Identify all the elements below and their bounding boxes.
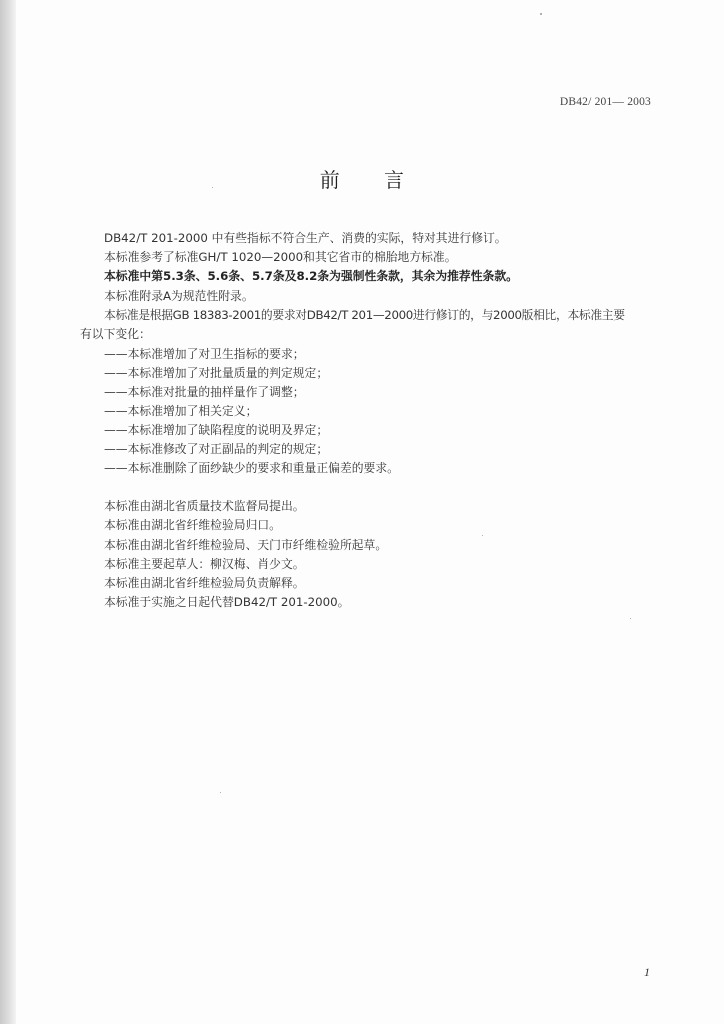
note-drafters: 本标准主要起草人：柳汉梅、肖少文。 bbox=[104, 557, 305, 571]
note-administrator: 本标准由湖北省纤维检验局归口。 bbox=[104, 518, 281, 532]
note-drafting-units: 本标准由湖北省纤维检验局、天门市纤维检验所起草。 bbox=[104, 538, 388, 552]
scan-speck bbox=[630, 618, 631, 619]
note-proposer: 本标准由湖北省质量技术监督局提出。 bbox=[104, 499, 305, 513]
scan-speck bbox=[482, 535, 483, 536]
paragraph-revision-reason: DB42/T 201-2000 中有些指标不符合生产、消费的实际，特对其进行修订。 bbox=[104, 231, 507, 245]
change-item: ——本标准对批量的抽样量作了调整； bbox=[104, 385, 305, 399]
note-replacement: 本标准于实施之日起代替DB42/T 201-2000。 bbox=[104, 595, 350, 609]
scan-speck bbox=[220, 792, 221, 793]
page-number: 1 bbox=[644, 965, 650, 979]
paragraph-appendix: 本标准附录A为规范性附录。 bbox=[104, 289, 254, 303]
title-char-2: 言 bbox=[384, 168, 405, 192]
change-item: ——本标准增加了对批量质量的判定规定； bbox=[104, 366, 329, 380]
paragraph-reference: 本标准参考了标准GH/T 1020—2000和其它省市的棉胎地方标准。 bbox=[104, 250, 457, 264]
document-code: DB42/ 201— 2003 bbox=[559, 96, 651, 108]
scan-edge-shadow bbox=[0, 0, 16, 1024]
note-interpretation: 本标准由湖北省纤维检验局负责解释。 bbox=[104, 576, 305, 590]
change-item: ——本标准修改了对正副品的判定的规定； bbox=[104, 442, 329, 456]
title-char-1: 前 bbox=[319, 168, 340, 192]
change-item: ——本标准增加了相关定义； bbox=[104, 404, 258, 418]
page-title bbox=[0, 164, 724, 193]
change-item: ——本标准删除了面纱缺少的要求和重量正偏差的要求。 bbox=[104, 461, 399, 475]
scan-speck bbox=[540, 13, 542, 15]
paragraph-mandatory-clauses: 本标准中第5.3条、5.6条、5.7条及8.2条为强制性条款，其余为推荐性条款。 bbox=[104, 269, 518, 283]
change-item: ——本标准增加了缺陷程度的说明及界定； bbox=[104, 423, 329, 437]
paragraph-basis-line-2: 有以下变化： bbox=[80, 327, 151, 341]
paragraph-basis-line-1: 本标准是根据GB 18383-2001的要求对DB42/T 201—2000进行修订的，与2000版相比，本标准主要 bbox=[104, 308, 625, 322]
change-item: ——本标准增加了对卫生指标的要求； bbox=[104, 347, 305, 361]
